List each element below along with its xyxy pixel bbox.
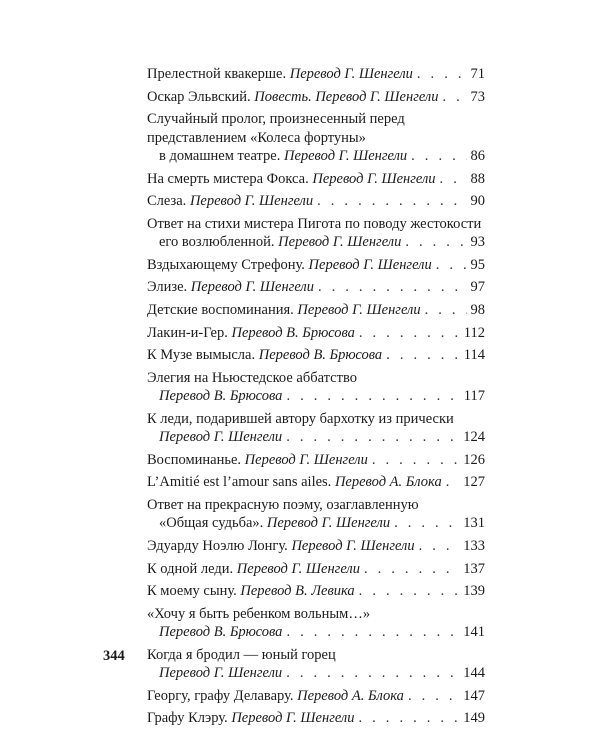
leader-dots xyxy=(408,687,459,705)
toc-entry xyxy=(147,192,485,210)
entry-page: 97 xyxy=(470,279,485,296)
entry-page: 95 xyxy=(470,256,485,273)
entry-page: 71 xyxy=(470,66,485,82)
entry-page: 93 xyxy=(470,234,485,251)
entry-page: 131 xyxy=(463,515,485,532)
entry-title: Детские воспоминания. xyxy=(147,301,294,318)
entry-page: 133 xyxy=(463,537,485,554)
entry-credit: Перевод В. Брюсова xyxy=(159,388,283,405)
leader-dots xyxy=(318,278,467,296)
entry-page: 88 xyxy=(470,170,485,187)
entry-title: в домашнем театре. xyxy=(159,148,281,164)
entry-title: На смерть мистера Фокса. xyxy=(147,170,309,187)
entry-page: 149 xyxy=(463,710,485,727)
entry-credit: Перевод В. Брюсова xyxy=(231,324,355,341)
entry-title: К одной леди. xyxy=(147,560,234,577)
toc-entry xyxy=(147,65,485,83)
toc-entry xyxy=(147,410,485,447)
entry-title: Слеза. xyxy=(147,193,187,210)
toc-entry xyxy=(147,256,485,274)
leader-dots xyxy=(372,451,459,469)
leader-dots xyxy=(359,324,460,342)
entry-page: 126 xyxy=(463,451,485,468)
entry-page: 147 xyxy=(463,687,485,704)
entry-credit: Перевод В. Брюсова xyxy=(258,347,383,364)
entry-page: 137 xyxy=(463,560,485,577)
leader-dots xyxy=(440,170,467,188)
leader-dots xyxy=(317,192,466,210)
toc-entry xyxy=(147,582,485,600)
toc-entry xyxy=(147,170,485,188)
toc-entry xyxy=(147,451,485,469)
leader-dots xyxy=(394,514,459,532)
leader-dots xyxy=(443,88,467,106)
entry-title: Воспоминанье. xyxy=(147,451,242,468)
toc-entry xyxy=(147,369,485,406)
entry-page: 139 xyxy=(463,583,485,600)
entry-credit: Перевод Г. Шенгели xyxy=(189,193,314,210)
entry-title: «Общая судьба». xyxy=(159,515,264,532)
entry-title: Ответ на прекрасную поэму, озаглавленную xyxy=(147,496,419,513)
leader-dots xyxy=(359,709,460,727)
entry-credit: Перевод Г. Шенгели xyxy=(231,710,355,727)
leader-dots xyxy=(286,664,459,682)
toc-entry xyxy=(147,646,485,683)
entry-title: К моему сыну. xyxy=(147,583,237,600)
leader-dots xyxy=(286,387,459,405)
toc-entry xyxy=(147,346,485,364)
entry-page: 98 xyxy=(470,301,485,318)
entry-title: Лакин-и-Гер. xyxy=(147,324,228,341)
entry-title: К леди, подарившей автору бархотку из прически xyxy=(147,410,454,427)
entry-credit: Перевод Г. Шенгели xyxy=(190,279,314,296)
entry-credit: Перевод В. Брюсова xyxy=(159,624,283,641)
toc-entry xyxy=(147,687,485,705)
toc-entry xyxy=(147,473,485,491)
entry-page: 90 xyxy=(470,193,485,210)
entry-title: Случайный пролог, произнесенный перед xyxy=(147,111,405,128)
entry-credit: Перевод А. Блока xyxy=(334,474,442,491)
entry-title: Оскар Эльвский. xyxy=(147,88,251,105)
toc-entry xyxy=(147,301,485,319)
entry-page: 112 xyxy=(463,324,485,341)
toc-entry xyxy=(147,560,485,578)
entry-page: 124 xyxy=(463,429,485,446)
entry-page: 114 xyxy=(463,347,485,364)
toc-entry xyxy=(147,605,485,642)
entry-page: 127 xyxy=(463,474,485,491)
entry-credit: Перевод Г. Шенгели xyxy=(244,451,368,468)
toc-entry xyxy=(147,88,485,106)
entry-title: Графу Клэру. xyxy=(147,710,228,727)
leader-dots xyxy=(286,623,459,641)
toc-entry xyxy=(147,537,485,555)
entry-credit: Перевод Г. Шенгели xyxy=(289,66,413,82)
toc-entry xyxy=(147,110,485,165)
entry-page: 73 xyxy=(470,88,485,105)
entry-title: представлением «Колеса фортуны» xyxy=(147,129,366,146)
entry-credit: Перевод Г. Шенгели xyxy=(291,537,415,554)
entry-credit: Перевод Г. Шенгели xyxy=(236,560,360,577)
entry-credit: Перевод Г. Шенгели xyxy=(312,170,436,187)
entry-title: его возлюбленной. xyxy=(159,234,275,251)
leader-dots xyxy=(386,346,460,364)
entry-title: Ответ на стихи мистера Пигота по поводу жестокости xyxy=(147,215,482,232)
toc-entry xyxy=(147,324,485,342)
entry-page: 141 xyxy=(463,624,485,641)
toc-entry xyxy=(147,496,485,533)
leader-dots xyxy=(359,582,460,600)
entry-title: Вздыхающему Стрефону. xyxy=(147,256,305,273)
entry-page: 144 xyxy=(463,665,485,682)
leader-dots xyxy=(419,537,460,555)
entry-title: Георгу, графу Делавару. xyxy=(147,687,294,704)
entry-title: Когда я бродил — юный горец xyxy=(147,646,336,663)
entry-page: 86 xyxy=(470,148,485,164)
table-of-contents xyxy=(147,65,485,732)
entry-credit: Повесть. Перевод Г. Шенгели xyxy=(254,88,439,105)
leader-dots xyxy=(364,560,459,578)
entry-title: L’Amitié est l’amour sans ailes. xyxy=(147,474,332,491)
entry-credit: Перевод Г. Шенгели xyxy=(278,234,402,251)
entry-credit: Перевод В. Левика xyxy=(240,583,355,600)
leader-dots xyxy=(411,147,466,165)
entry-credit: Перевод А. Блока xyxy=(297,687,404,704)
leader-dots xyxy=(286,428,459,446)
leader-dots xyxy=(405,233,466,251)
entry-title: Эдуарду Ноэлю Лонгу. xyxy=(147,537,288,554)
entry-title: «Хочу я быть ребенком вольным…» xyxy=(147,605,371,622)
entry-title: Прелестной квакерше. xyxy=(147,66,287,82)
entry-title: К Музе вымысла. xyxy=(147,347,256,364)
entry-credit: Перевод Г. Шенгели xyxy=(159,429,283,446)
entry-title: Элегия на Ньюстедское аббатство xyxy=(147,369,357,386)
entry-credit: Перевод Г. Шенгели xyxy=(283,148,408,164)
entry-credit: Перевод Г. Шенгели xyxy=(266,515,391,532)
entry-credit: Перевод Г. Шенгели xyxy=(297,301,421,318)
entry-title: Элизе. xyxy=(147,279,188,296)
toc-entry xyxy=(147,215,485,252)
entry-page: 117 xyxy=(463,388,485,405)
toc-entry xyxy=(147,709,485,727)
leader-dots xyxy=(425,301,467,319)
entry-credit: Перевод Г. Шенгели xyxy=(308,256,432,273)
leader-dots xyxy=(417,65,467,83)
toc-entry xyxy=(147,278,485,296)
entry-credit: Перевод Г. Шенгели xyxy=(159,665,283,682)
page-number: 344 xyxy=(103,648,125,664)
leader-dots xyxy=(446,473,460,491)
leader-dots xyxy=(436,256,467,274)
